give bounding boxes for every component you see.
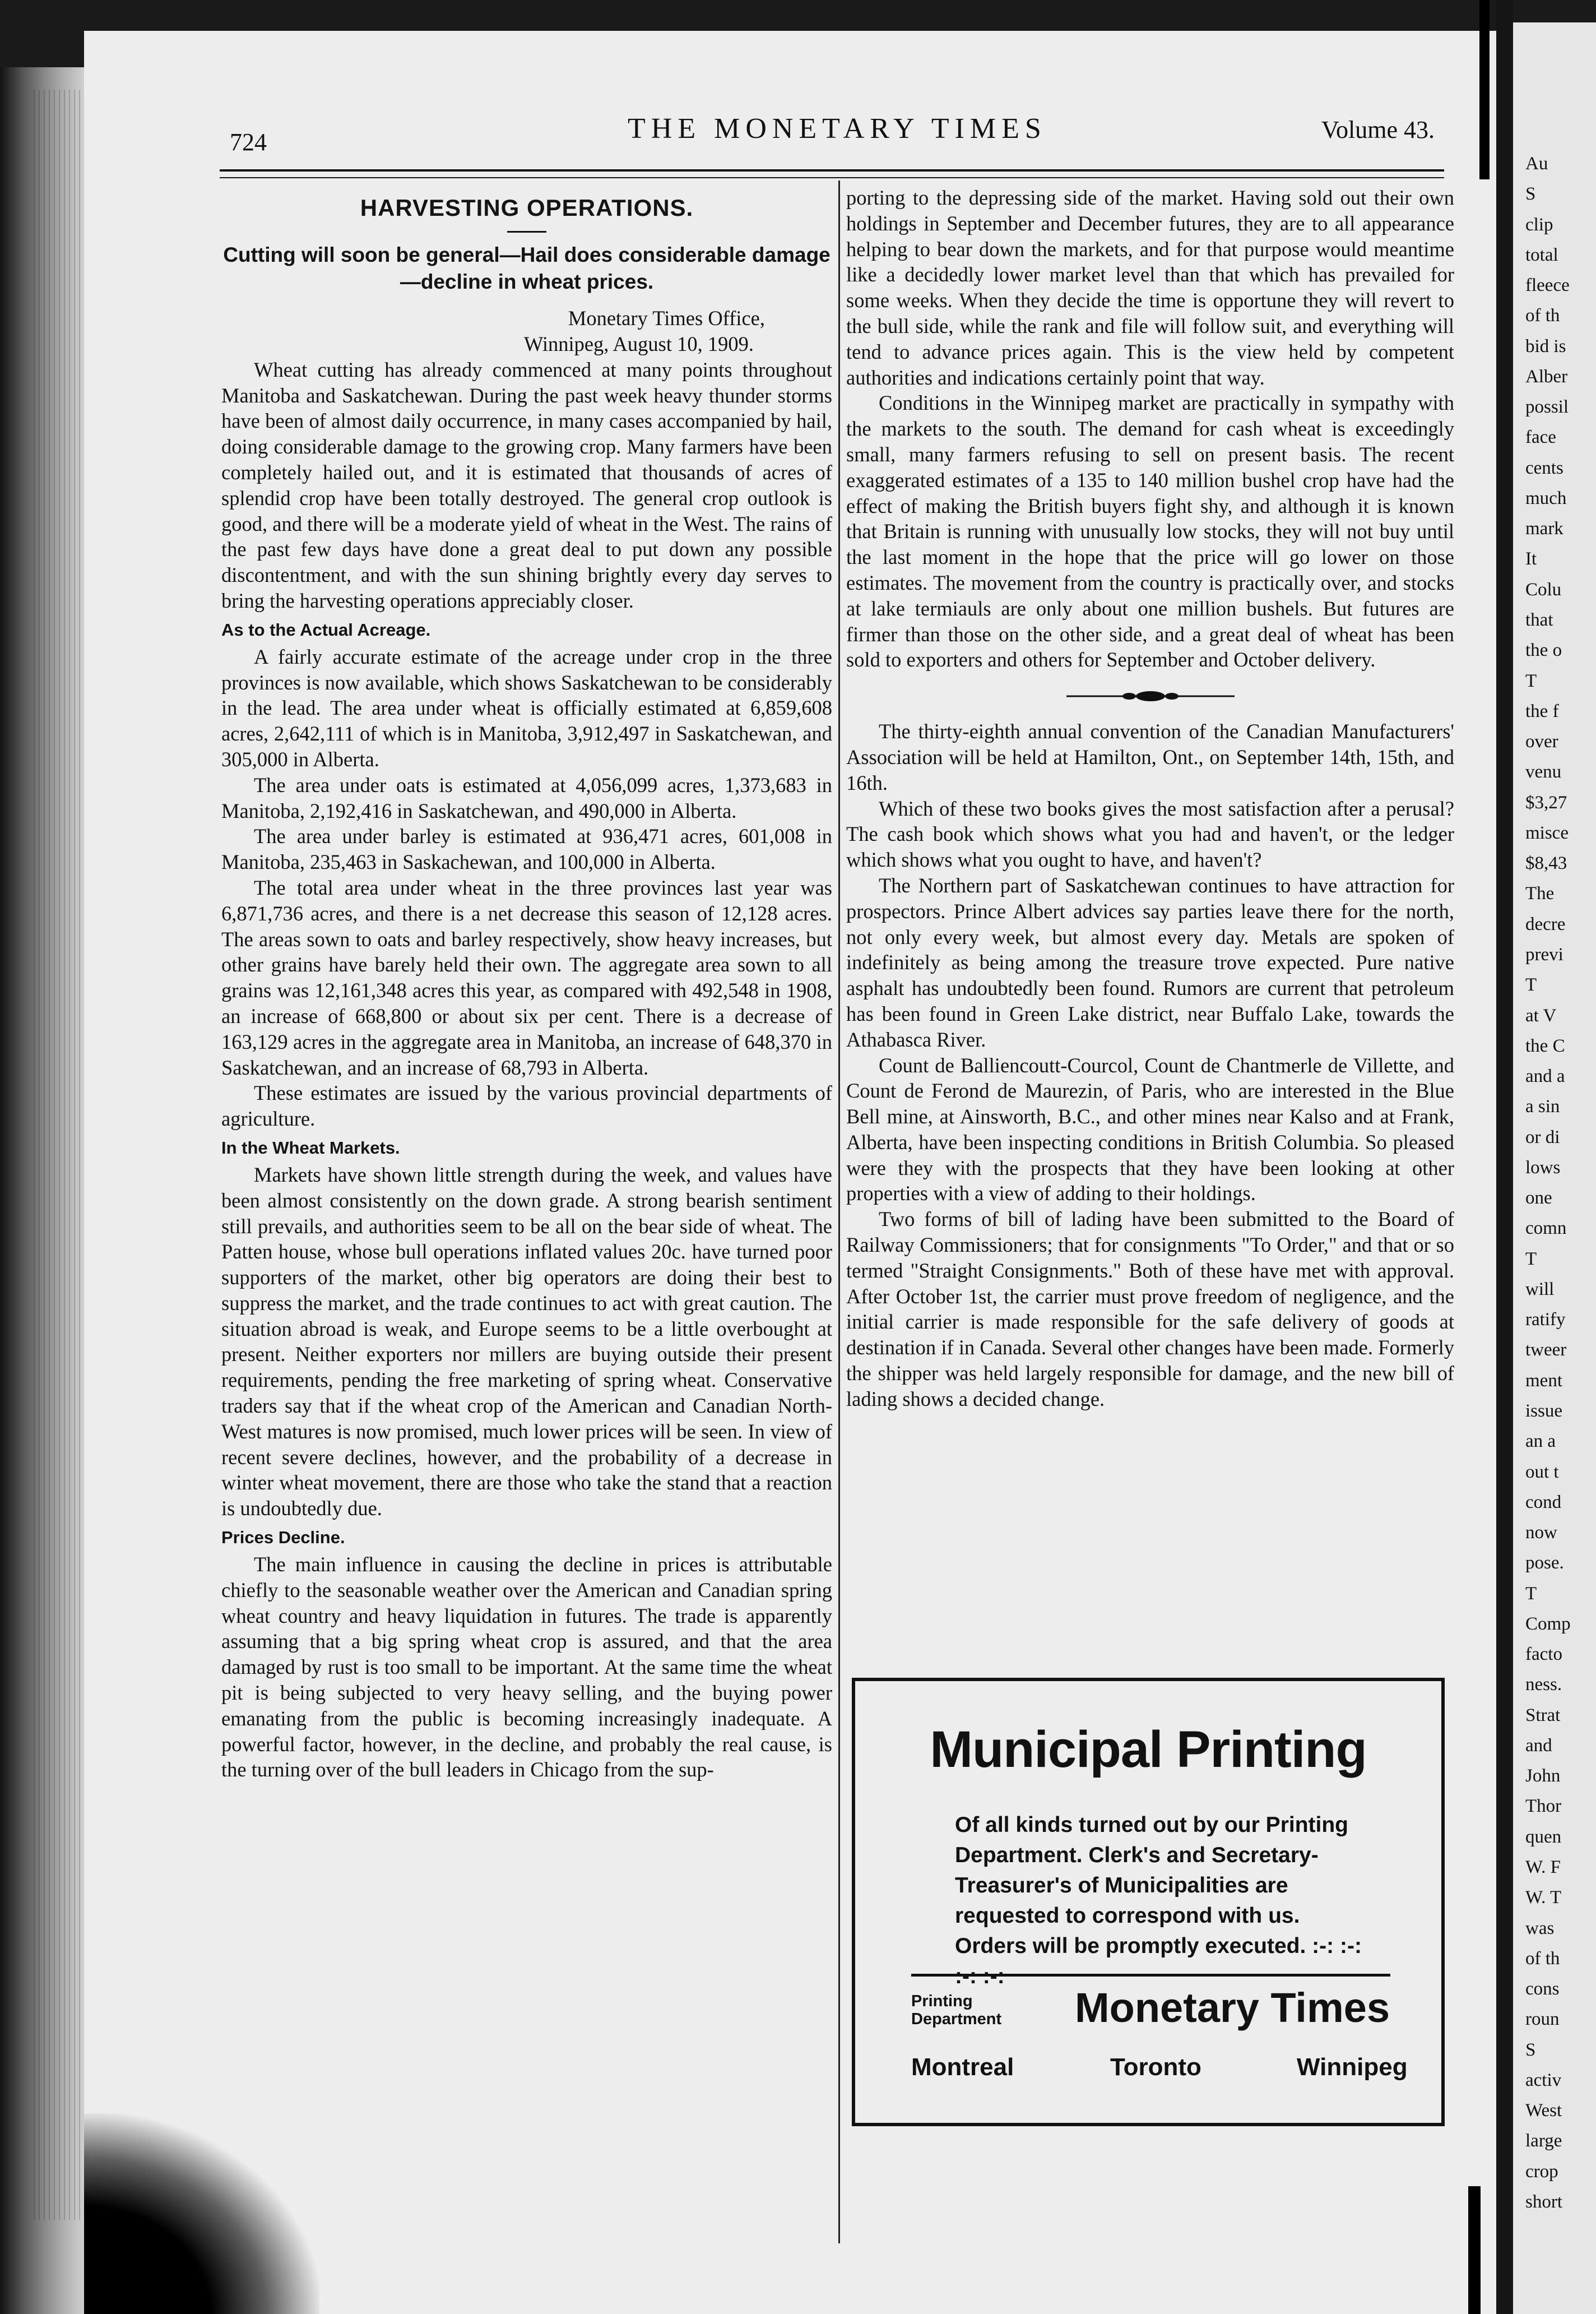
adjacent-page-text: facto (1525, 1644, 1562, 1664)
paragraph-winnipeg-market: Conditions in the Winnipeg market are practically in sympathy with the markets to the south. The demand for cash wheat is exceedingly small, many farmers refusing to sell on present basis. The recent exaggerated estimates of a 135 to 140 million bushel crop have had the effect of making the British buyers fight shy, and although it is known that Britain is running with unusually low stocks, they will not buy until the last moment in the hope that the price will go lower on those estimates. The movement from the country is practically over, and stocks at lake termiauls are only about one million bushels. But futures are firmer than those on the other side, and a great deal of wheat has been sold to exporters and others for September and October delivery. (846, 391, 1454, 672)
ad-department-line1: Printing (911, 1992, 973, 2010)
page-header (230, 112, 1435, 157)
adjacent-page-text: issue (1525, 1401, 1562, 1421)
adjacent-page-text: was (1525, 1918, 1555, 1938)
adjacent-page-text: pose. (1525, 1553, 1564, 1573)
paragraph-prices-decline: The main influence in causing the decline in prices is attributable chiefly to the seasonable weather over the American and Canadian spring wheat country and heavy liquidation in futures. The trade is apparently assuming that a big spring wheat crop is assured, and that the area damaged by rust is too small to be important. At the same time the wheat pit is being subjected to very heavy selling, and the buying power emanating from the public is becoming increasingly inadequate. A powerful factor, however, in the decline, and probably the real cause, is the turning over of the bull leaders in Chicago from the sup- (221, 1553, 832, 1781)
article-subtitle: Cutting will soon be general—Hail does considerable damage—decline in wheat prices. (223, 243, 831, 293)
paragraph-acreage-wheat: A fairly accurate estimate of the acreage under crop in the three provinces is now available, which shows Saskatchewan to be considerably in the lead. The area under wheat is officially estimated at 6,859,608 acres, 2,642,111 of which is in Manitoba, 3,912,497 in Saskatchewan, and 305,000 in Alberta. (221, 645, 832, 771)
adjacent-page-text: clip (1525, 215, 1553, 235)
adjacent-page-text: short (1525, 2192, 1562, 2212)
paragraph-wheat-markets: Markets have shown little strength during the week, and values have been almost consistently on the down grade. A strong bearish sentiment still prevails, and authorities seem to be all on the bear side of wheat. The Patten house, whose bull operations inflated values 20c. have turned poor supporters of the market, other big operators are doing their best to suppress the market, and the trade continues to act with great caution. The situation abroad is weak, and Europe seems to be a little overbought at present. Neither exporters nor millers are buying outside their present requirements, pending the free marketing of spring wheat. Conservative traders say that if the wheat crop of the American and Canadian North-West matures is now promised, much lower prices will be seen. In view of recent severe declines, however, and the probability of a decrease in winter wheat movement, there are those who take the stand that a reaction is undoubtedly due. (221, 1163, 832, 1520)
paragraph-books: Which of these two books gives the most satisfaction after a perusal? The cash book which shows what you had and haven't, or the ledger which shows what you ought to have, and haven't? (846, 797, 1454, 872)
title-rule (507, 231, 546, 233)
adjacent-page-text: roun (1525, 2009, 1560, 2029)
ad-body: Of all kinds turned out by our Printing Department. Clerk's and Secretary-Treasurer's of Municipalities are requested to correspond with us. Orders will be promptly executed. :-: :-: (955, 1813, 1362, 1958)
adjacent-page-text: at V (1525, 1006, 1557, 1026)
adjacent-page-text: crop (1525, 2162, 1558, 2182)
adjacent-page-text: $3,27 (1525, 793, 1567, 813)
adjacent-page-text: a sin (1525, 1096, 1560, 1117)
paragraph-prices-continued: porting to the depressing side of the market. Having sold out their own holdings in September and December futures, they are to all appearance helping to bear down the markets, and for that purpose would meantime like a decidedly lower market level than that which has prevailed for some weeks. When they decide the time is opportune they will revert to the bull side, while the rank and file will follow suit, and everything will tend to advance prices again. This is the view held by competent authorities and indications certainly point that way. (846, 186, 1454, 389)
paragraph-acreage-barley: The area under barley is estimated at 936,471 acres, 601,008 in Manitoba, 235,463 in Saskachewan, and 100,000 in Alberta. (221, 825, 832, 874)
paragraph-acreage-total: The total area under wheat in the three provinces last year was 6,871,736 acres, and there is a net decrease this season of 12,128 acres. The areas sown to oats and barley respectively, show heavy increases, but other grains have barely held their own. The aggregate area sown to all grains was 12,161,348 acres this year, as compared with 492,548 in 1908, an increase of 668,800 or about six per cent. There is a decrease of 163,129 acres in the aggregate area in Manitoba, an increase of 648,370 in Saskatchewan, and an increase of 68,793 in Alberta. (221, 876, 832, 1079)
ad-publisher: Monetary Times (1075, 1984, 1390, 2031)
adjacent-page-text: over (1525, 732, 1558, 752)
adjacent-page-text: S (1525, 184, 1536, 204)
adjacent-page-text: Alber (1525, 367, 1568, 387)
adjacent-page-text: bid is (1525, 336, 1566, 357)
header-rule-thick (220, 169, 1444, 172)
adjacent-page-text: the o (1525, 640, 1562, 660)
adjacent-page-text: comn (1525, 1218, 1567, 1238)
adjacent-page-text: and (1525, 1736, 1552, 1756)
heading-prices-decline: Prices Decline. (221, 1528, 345, 1548)
ad-city-toronto: Toronto (1110, 2053, 1201, 2081)
adjacent-page-text: West (1525, 2100, 1562, 2121)
dateline-place-date: Winnipeg, August 10, 1909. (523, 332, 754, 355)
adjacent-page-text: misce (1525, 823, 1569, 843)
right-column (846, 185, 1454, 1412)
volume-label: Volume 43. (1321, 116, 1435, 144)
adjacent-page-text: $8,43 (1525, 853, 1567, 873)
paragraph-intro: Wheat cutting has already commenced at many points throughout Manitoba and Saskatchewan. During the past week heavy thunder storms have been of almost daily occurrence, in many cases accompanied by hail, doing considerable damage to the growing crop. Many farmers have been completely hailed out, and it is estimated that thousands of acres of splendid crop have been totally destroyed. The general crop outlook is good, and there will be a moderate yield of wheat in the West. The rains of the past few days have done a great deal to put down any possible discontentment, and with the sun shining brightly every day serves to bring the harvesting operations appreciably closer. (221, 358, 832, 612)
left-column (221, 185, 832, 1783)
adjacent-page-text: T (1525, 1249, 1537, 1269)
adjacent-page-text: one (1525, 1188, 1552, 1208)
adjacent-page-text: John (1525, 1766, 1561, 1786)
header-rule-thin (220, 177, 1444, 178)
adjacent-page-text: will (1525, 1279, 1555, 1299)
ad-rule (911, 1974, 1390, 1977)
adjacent-page-text: much (1525, 488, 1567, 508)
adjacent-page-text: Colu (1525, 580, 1562, 600)
adjacent-page-text: The (1525, 883, 1555, 904)
paragraph-bill-of-lading: Two forms of bill of lading have been submitted to the Board of Railway Commissioners; that for consignments "To Order," and that or so termed "Straight Consignments." Both of these have met with approval. After October 1st, the carrier must prove freedom of negligence, and the initial carrier is made responsible for the safe delivery of goods at destination if in Canada. Several other changes have been made. Formerly the shipper was held largely responsible for damage, and the new bill of lading shows a decided change. (846, 1207, 1454, 1410)
adjacent-page-text: previ (1525, 945, 1563, 965)
page-edges (34, 90, 84, 2220)
paragraph-acreage-oats: The area under oats is estimated at 4,056,099 acres, 1,373,683 in Manitoba, 2,192,416 in Saskatchewan, and 490,000 in Alberta. (221, 773, 832, 822)
book-gutter (1496, 0, 1513, 2314)
adjacent-page-text: Comp (1525, 1614, 1571, 1634)
adjacent-page-text: of th (1525, 306, 1560, 326)
adjacent-page-text: the C (1525, 1036, 1565, 1056)
adjacent-page-text: and a (1525, 1066, 1565, 1086)
adjacent-page-fragment (1513, 22, 1596, 2314)
advertisement-box (852, 1678, 1445, 2126)
adjacent-page-text: that (1525, 610, 1553, 630)
adjacent-page-text: T (1525, 671, 1537, 691)
adjacent-page-text: or di (1525, 1127, 1560, 1147)
page-number: 724 (230, 128, 267, 156)
adjacent-page-text: Au (1525, 154, 1548, 174)
adjacent-page-text: now (1525, 1522, 1557, 1543)
ad-title: Municipal Printing (930, 1721, 1367, 1778)
adjacent-page-text: S (1525, 2040, 1536, 2060)
heading-acreage: As to the Actual Acreage. (221, 619, 431, 640)
adjacent-page-text: out t (1525, 1462, 1559, 1482)
gutter-shadow-bottom (1468, 2186, 1481, 2314)
adjacent-page-text: W. T (1525, 1887, 1562, 1908)
gutter-shadow-top (1479, 0, 1490, 179)
adjacent-page-text: T (1525, 1584, 1537, 1604)
adjacent-page-text: mark (1525, 519, 1563, 539)
ad-department-label (911, 1992, 1001, 2028)
adjacent-page-text: activ (1525, 2070, 1562, 2090)
adjacent-page-text: W. F (1525, 1857, 1561, 1877)
adjacent-page-text: venu (1525, 762, 1562, 782)
adjacent-page-text: cents (1525, 458, 1563, 478)
section-ornament-icon (1066, 688, 1235, 704)
masthead: THE MONETARY TIMES (628, 113, 1047, 145)
adjacent-page-text: Thor (1525, 1796, 1562, 1816)
adjacent-page-text: cons (1525, 1979, 1560, 1999)
heading-wheat-markets: In the Wheat Markets. (221, 1137, 400, 1158)
paragraph-counts: Count de Balliencoutt-Courcol, Count de Chantmerle de Villette, and Count de Ferond de Maurezin, of Paris, who are interested in the Blue Bell mine, at Ainsworth, B.C., and other mines near Kalso and at Frank, Alberta, have been inspecting conditions in British Columbia. So pleased were they with the prospects that they have been looking at other properties with a view of adding to their holdings. (846, 1053, 1454, 1205)
adjacent-page-text: lows (1525, 1158, 1561, 1178)
adjacent-page-text: the f (1525, 701, 1559, 721)
adjacent-page-text: ness. (1525, 1674, 1562, 1695)
paragraph-convention: The thirty-eighth annual convention of the Canadian Manufacturers' Association will be held at Hamilton, Ont., on September 14th, 15th, and 16th. (846, 720, 1454, 794)
adjacent-page-text: of th (1525, 1949, 1560, 1969)
adjacent-page-text: face (1525, 427, 1556, 447)
adjacent-page-text: cond (1525, 1492, 1562, 1512)
adjacent-page-text: Strat (1525, 1705, 1561, 1725)
paragraph-saskatchewan: The Northern part of Saskatchewan continues to have attraction for prospectors. Prince Albert advices say parties leave there for the north, not only every week, but almost every day. Metals are spoken of indefinitely as being among the treasure trove expected. Pure native asphalt has undoubtedly been found. Rumors are current that petroleum has been found in Green Lake district, near Buffalo Lake, towards the Athabasca River. (846, 873, 1454, 1051)
column-divider (838, 181, 840, 2243)
dateline-office: Monetary Times Office, (568, 306, 765, 330)
adjacent-page-text: quen (1525, 1827, 1562, 1847)
adjacent-page-text: fleece (1525, 275, 1570, 295)
ad-department-line2: Department (911, 2010, 1002, 2028)
ad-city-winnipeg: Winnipeg (1297, 2053, 1408, 2081)
dateline (221, 306, 832, 357)
adjacent-page-text: decre (1525, 914, 1566, 934)
scan-shadow (84, 2113, 319, 2314)
adjacent-page-text: ment (1525, 1371, 1562, 1391)
paragraph-acreage-source: These estimates are issued by the various provincial departments of agriculture. (221, 1081, 832, 1131)
adjacent-page-text: an a (1525, 1431, 1556, 1451)
adjacent-page-text: total (1525, 245, 1558, 265)
adjacent-page-text: large (1525, 2131, 1562, 2151)
adjacent-page-text: T (1525, 975, 1537, 995)
adjacent-page-text: It (1525, 549, 1537, 569)
adjacent-page-text: ratify (1525, 1309, 1566, 1330)
article-title: HARVESTING OPERATIONS. (360, 195, 694, 221)
adjacent-page-text: tweer (1525, 1340, 1567, 1360)
adjacent-page-text: possil (1525, 397, 1569, 417)
ad-city-montreal: Montreal (911, 2053, 1014, 2081)
